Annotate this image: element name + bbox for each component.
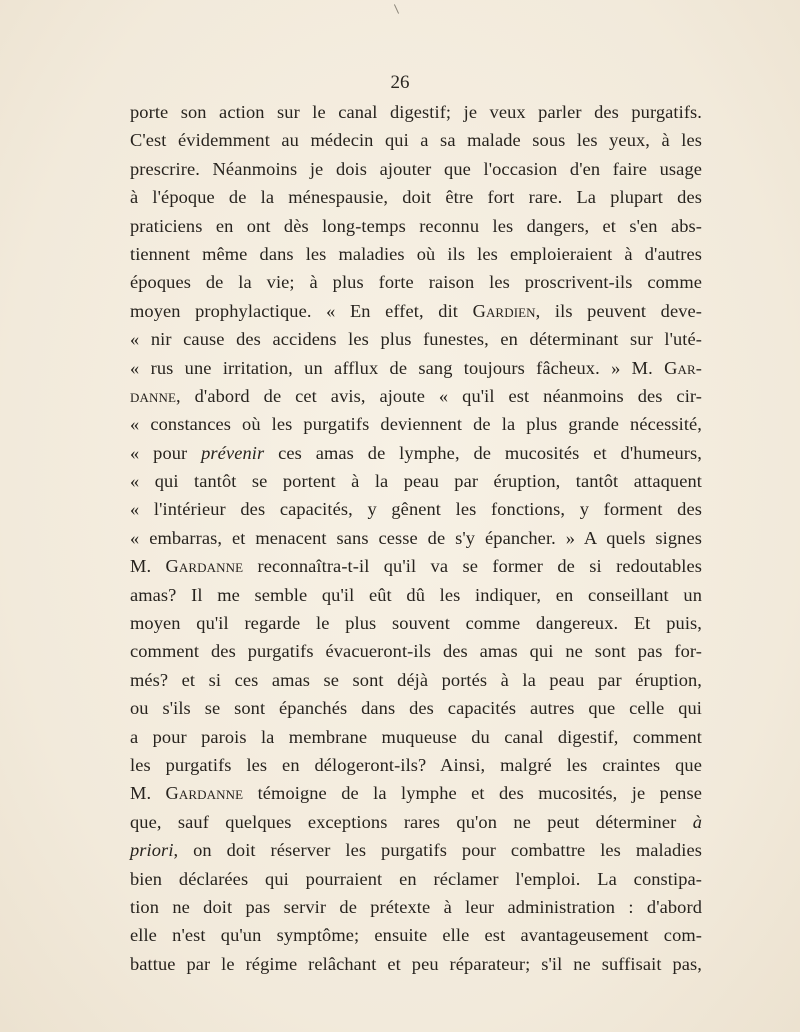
text-line: [130, 467, 702, 495]
text-run: « embarras, et menacent sans cesse de s'y épancher. » A quels signes: [130, 527, 702, 548]
text-line: [130, 382, 702, 410]
text-run: , d'abord de cet avis, ajoute « qu'il est néanmoins des cir-: [176, 385, 702, 406]
text-line: [130, 240, 702, 268]
text-run: « nir cause des accidens les plus funestes, en déterminant sur l'uté-: [130, 329, 702, 350]
text-line: [130, 950, 702, 978]
italic-text: prévenir: [201, 442, 265, 463]
text-run: amas? Il me semble qu'il eût dû les indiquer, en conseillant un: [130, 584, 702, 605]
text-line: [130, 297, 702, 325]
text-line: [130, 921, 702, 949]
text-line: [130, 694, 702, 722]
text-line: [130, 439, 702, 467]
text-run: praticiens en ont dès long-temps reconnu les dangers, et s'en abs-: [130, 215, 702, 236]
text-run: M.: [130, 556, 166, 577]
text-run: moyen qu'il regarde le plus souvent comme dangereux. Et puis,: [130, 613, 702, 634]
text-run: porte son action sur le canal digestif; je veux parler des purgatifs.: [130, 102, 702, 122]
text-run: a pour parois la membrane muqueuse du canal digestif, comment: [130, 726, 702, 747]
text-run: les purgatifs les en délogeront-ils? Ainsi, malgré les craintes que: [130, 754, 702, 775]
text-run: , ils peuvent deve-: [535, 300, 702, 321]
text-line: [130, 637, 702, 665]
text-run: « qui tantôt se portent à la peau par éruption, tantôt attaquent: [130, 471, 702, 492]
text-run: més? et si ces amas se sont déjà portés à la peau par éruption,: [130, 669, 702, 690]
text-line: [130, 495, 702, 523]
author-name: danne: [130, 385, 176, 406]
italic-text: à: [692, 811, 702, 832]
text-run: « rus une irritation, un afflux de sang toujours fâcheux. » M.: [130, 357, 665, 378]
text-run: « constances où les purgatifs deviennent de la plus grande nécessité,: [130, 414, 702, 435]
text-run: C'est évidemment au médecin qui a sa malade sous les yeux, à les: [130, 130, 702, 151]
author-name: Gardanne: [165, 783, 244, 804]
text-run: ou s'ils se sont épanchés dans des capacités autres que celle qui: [130, 698, 702, 719]
stray-ink-mark: [394, 4, 399, 13]
text-run: , on doit réserver les purgatifs pour combattre les maladies: [173, 840, 702, 861]
text-run: témoigne de la lymphe et des mucosités, je pense: [243, 783, 702, 804]
text-line: [130, 779, 702, 807]
text-line: [130, 183, 702, 211]
text-line: [130, 325, 702, 353]
text-line: [130, 666, 702, 694]
text-run: ces amas de lymphe, de mucosités et d'humeurs,: [264, 442, 702, 463]
text-run: que, sauf quelques exceptions rares qu'on ne peut déterminer: [130, 811, 693, 832]
text-run: époques de la vie; à plus forte raison les proscrivent-ils comme: [130, 272, 702, 293]
text-line: [130, 808, 702, 836]
text-line: [130, 524, 702, 552]
text-line: [130, 410, 702, 438]
text-run: tiennent même dans les maladies où ils les emploieraient à d'autres: [130, 243, 702, 264]
text-run: tion ne doit pas servir de prétexte à leur administration : d'abord: [130, 896, 702, 917]
italic-text: priori: [130, 840, 174, 861]
text-line: [130, 609, 702, 637]
text-line: [130, 893, 702, 921]
text-line: [130, 268, 702, 296]
text-line: [130, 212, 702, 240]
text-run: battue par le régime relâchant et peu réparateur; s'il ne suffisait pas,: [130, 953, 702, 974]
text-run: moyen prophylactique. « En effet, dit: [130, 300, 473, 321]
text-line: [130, 581, 702, 609]
body-text: [130, 98, 702, 978]
text-line: [130, 155, 702, 183]
text-run: bien déclarées qui pourraient en réclamer l'emploi. La constipa-: [130, 868, 702, 889]
text-line: [130, 751, 702, 779]
text-line: [130, 98, 702, 126]
text-run: « pour: [130, 442, 202, 463]
text-line: [130, 552, 702, 580]
text-line: [130, 723, 702, 751]
author-name: Gar-: [664, 357, 702, 378]
author-name: Gardanne: [165, 556, 244, 577]
page-number: 26: [390, 72, 410, 93]
text-run: comment des purgatifs évacueront-ils des amas qui ne sont pas for-: [130, 641, 702, 662]
text-run: M.: [130, 783, 166, 804]
text-run: elle n'est qu'un symptôme; ensuite elle est avantageusement com-: [130, 925, 702, 946]
author-name: Gardien: [472, 300, 536, 321]
text-run: reconnaîtra-t-il qu'il va se former de si redoutables: [243, 556, 702, 577]
text-run: à l'époque de la ménespausie, doit être fort rare. La plupart des: [130, 187, 702, 208]
text-run: prescrire. Néanmoins je dois ajouter que l'occasion d'en faire usage: [130, 158, 702, 179]
text-line: [130, 126, 702, 154]
text-line: [130, 354, 702, 382]
text-line: [130, 836, 702, 864]
text-line: [130, 865, 702, 893]
text-run: « l'intérieur des capacités, y gênent les fonctions, y forment des: [130, 499, 702, 520]
